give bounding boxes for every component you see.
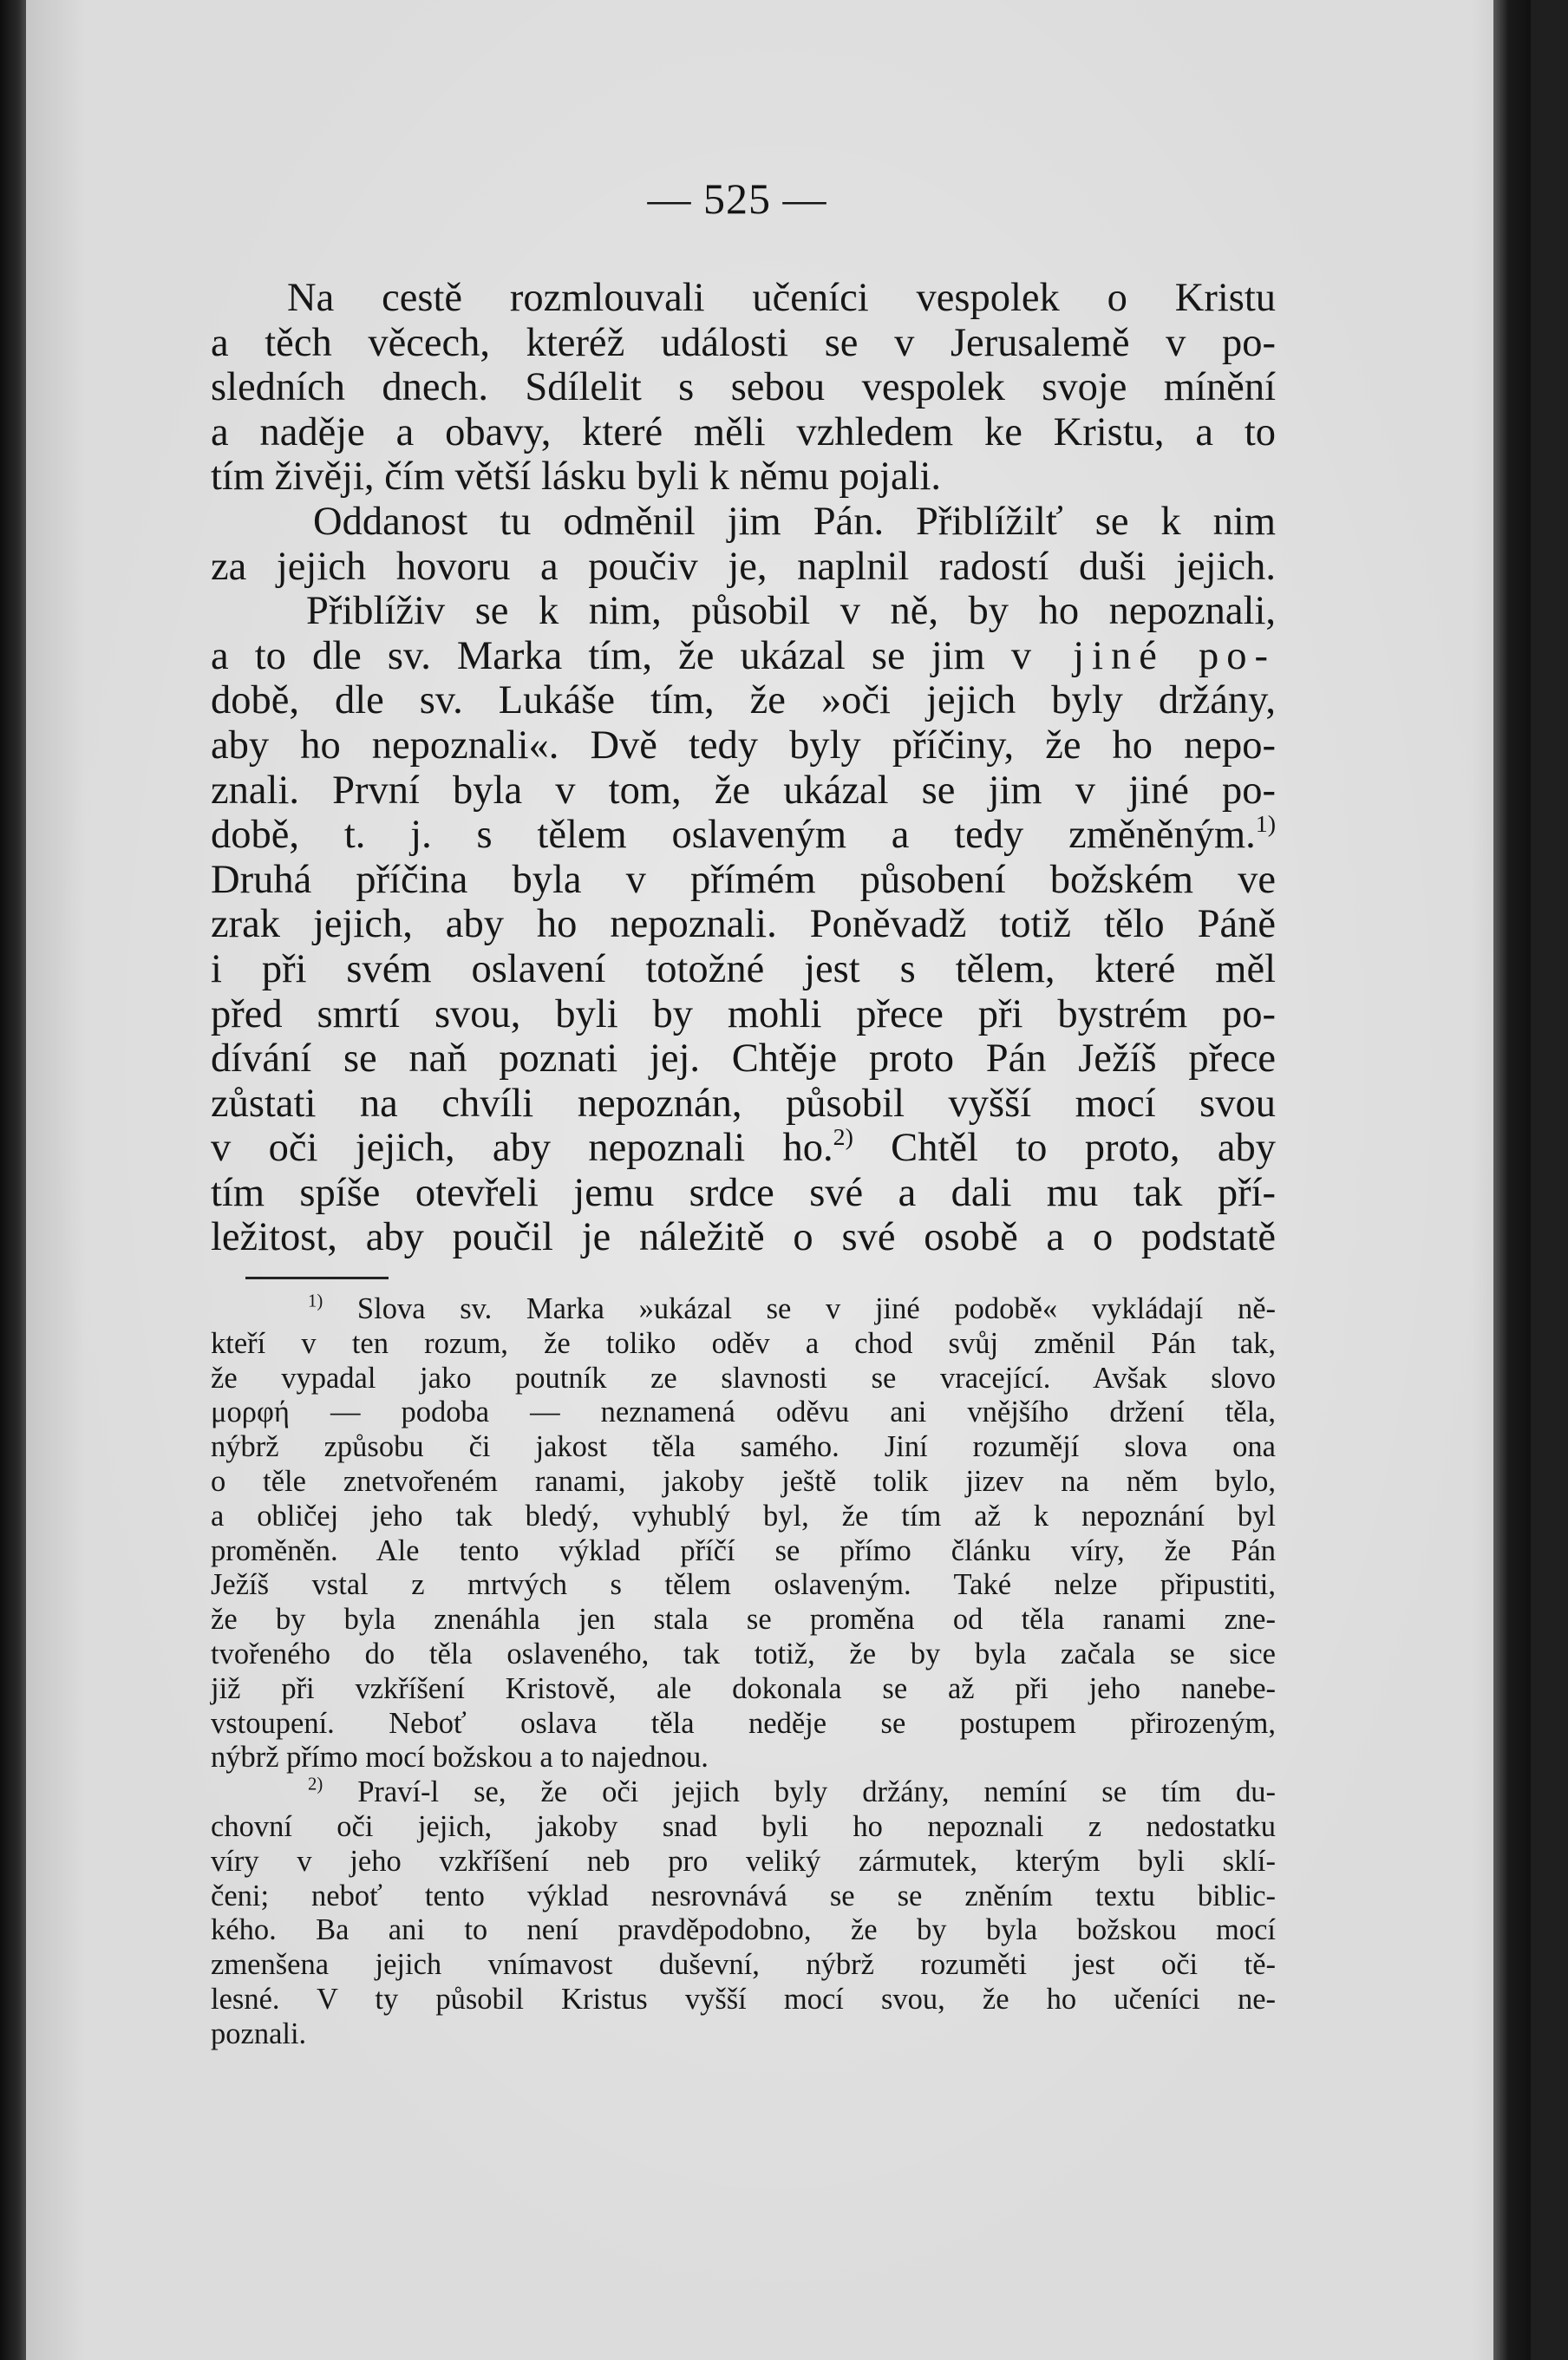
footnote-1-line: o těle znetvořeném ranami, jakoby ještě tolik jizev na něm bylo, xyxy=(211,1464,1276,1498)
footnote-1-line: nýbrž způsobu či jakost těla samého. Jiní rozumějí slova ona xyxy=(211,1430,1276,1464)
text-line: době, dle sv. Lukáše tím, že »oči jejich byly držány, xyxy=(211,678,1276,723)
page-edge-shadow xyxy=(1493,0,1531,2360)
text-line xyxy=(211,1126,1276,1171)
footnotes xyxy=(211,1292,1276,2052)
text-line: zůstati na chvíli nepoznán, působil vyšší mocí svou xyxy=(211,1081,1276,1126)
footnote-2-line: $^{2)}$ Praví-l se, že oči jejich byly držány, nemíní se tím du- xyxy=(308,1775,1276,1809)
footnote-2-line: poznali. xyxy=(211,2017,307,2050)
footnote-2-line: chovní oči jejich, jakoby snad byli ho nepoznali z nedostatku xyxy=(211,1809,1276,1843)
text-fragment: době, t. j. s tělem oslaveným a tedy změněným. xyxy=(211,813,1256,858)
footnote-mark-2: 2) xyxy=(308,1775,323,1795)
footnote-1-line: nýbrž přímo mocí božskou a to najednou. xyxy=(211,1741,709,1775)
footnote-ref-1: 1) xyxy=(1255,811,1276,838)
text-line: Druhá příčina byla v přímém působení božském ve xyxy=(211,857,1276,902)
text-line: sledních dnech. Sdílelit s sebou vespolek svoje mínění xyxy=(211,365,1276,410)
footnote-2-line: zmenšena jejich vnímavost duševní, nýbrž rozuměti jest oči tě- xyxy=(211,1948,1276,1982)
text-line: znali. První byla v tom, že ukázal se jim v jiné po- xyxy=(211,768,1276,813)
text-line: ležitost, aby poučil je náležitě o své osobě a o podstatě xyxy=(211,1215,1276,1260)
book-page xyxy=(26,0,1531,2360)
footnote-1-line: $^{1)}$ Slova sv. Marka »ukázal se v jiné podobě« vykládají ně- xyxy=(308,1291,1276,1325)
footnote-ref-2: 2) xyxy=(833,1124,853,1152)
footnote-1-line: proměněn. Ale tento výklad příčí se přímo článku víry, že Pán xyxy=(211,1533,1276,1567)
footnote-1-line: již při vzkříšení Kristově, ale dokonala se až při jeho nanebe- xyxy=(211,1671,1276,1705)
footnote-2-line: čeni; neboť tento výklad nesrovnává se se zněním textu biblic- xyxy=(211,1879,1276,1912)
footnote-1-line: Ježíš vstal z mrtvých s tělem oslaveným. Také nelze připustiti, xyxy=(211,1568,1276,1602)
main-text xyxy=(211,276,1276,1260)
text-line: před smrtí svou, byli by mohli přece při bystrém po- xyxy=(211,991,1276,1036)
text-line: tím živěji, čím větší lásku byli k němu pojali. xyxy=(211,454,942,500)
text-fragment: v oči jejich, aby nepoznali ho. xyxy=(211,1126,833,1171)
text-line: Přiblíživ se k nim, působil v ně, by ho nepoznali, xyxy=(306,589,1276,634)
footnote-1-line: že vypadal jako poutník ze slavnosti se vracející. Avšak slovo xyxy=(211,1361,1276,1395)
text-line: dívání se naň poznati jej. Chtěje proto Pán Ježíš přece xyxy=(211,1036,1276,1082)
footnote-separator xyxy=(245,1277,389,1279)
footnote-mark-1: 1) xyxy=(308,1291,323,1311)
page-number: — 525 — xyxy=(647,174,827,223)
text-line: zrak jejich, aby ho nepoznali. Poněvadž totiž tělo Páně xyxy=(211,902,1276,947)
text-line: a těch věcech, kteréž události se v Jerusalemě v po- xyxy=(211,320,1276,365)
text-line xyxy=(211,634,1276,679)
footnote-1-line: μορφή — podoba — neznamená oděvu ani vnějšího držení těla, xyxy=(211,1396,1276,1429)
text-line: a naděje a obavy, které měli vzhledem ke Kristu, a to xyxy=(211,409,1276,454)
footnote-2-line: víry v jeho vzkříšení neb pro veliký zármutek, kterým byli sklí- xyxy=(211,1844,1276,1878)
text-line: aby ho nepoznali«. Dvě tedy byly příčiny, že ho nepo- xyxy=(211,722,1276,768)
footnote-1-line: že by byla znenáhla jen stala se proměna od těla ranami zne- xyxy=(211,1603,1276,1637)
text-line: Na cestě rozmlouvali učeníci vespolek o Kristu xyxy=(287,276,1276,320)
text-line: za jejich hovoru a poučiv je, naplnil radostí duši jejich. xyxy=(211,544,1276,589)
footnote-1-line: vstoupení. Neboť oslava těla neděje se postupem přirozeným, xyxy=(211,1706,1276,1740)
text-fragment: a to dle sv. Marka tím, že ukázal se jim xyxy=(211,633,1011,678)
footnote-1-line: a obličej jeho tak bledý, vyhublý byl, že tím až k nepoznání byl xyxy=(211,1499,1276,1533)
footnote-2-line: kého. Ba ani to není pravděpodobno, že by byla božskou mocí xyxy=(211,1913,1276,1947)
footnote-2-line: lesné. V ty působil Kristus vyšší mocí svou, že ho učeníci ne- xyxy=(211,1982,1276,2016)
book-binding-shadow xyxy=(0,0,26,2360)
spaced-text: v jiné po- xyxy=(1010,633,1276,678)
text-fragment: Chtěl to proto, aby xyxy=(853,1126,1276,1171)
text-line: i při svém oslavení totožné jest s tělem, které měl xyxy=(211,946,1276,991)
text-line: tím spíše otevřeli jemu srdce své a dali mu tak pří- xyxy=(211,1170,1276,1215)
footnote-1-line: kteří v ten rozum, že toliko oděv a chod svůj změnil Pán tak, xyxy=(211,1326,1276,1360)
footnote-1-line: tvořeného do těla oslaveného, tak totiž, že by byla začala se sice xyxy=(211,1637,1276,1670)
text-line: Oddanost tu odměnil jim Pán. Přiblížilť se k nim xyxy=(313,499,1276,544)
text-line xyxy=(211,813,1276,858)
